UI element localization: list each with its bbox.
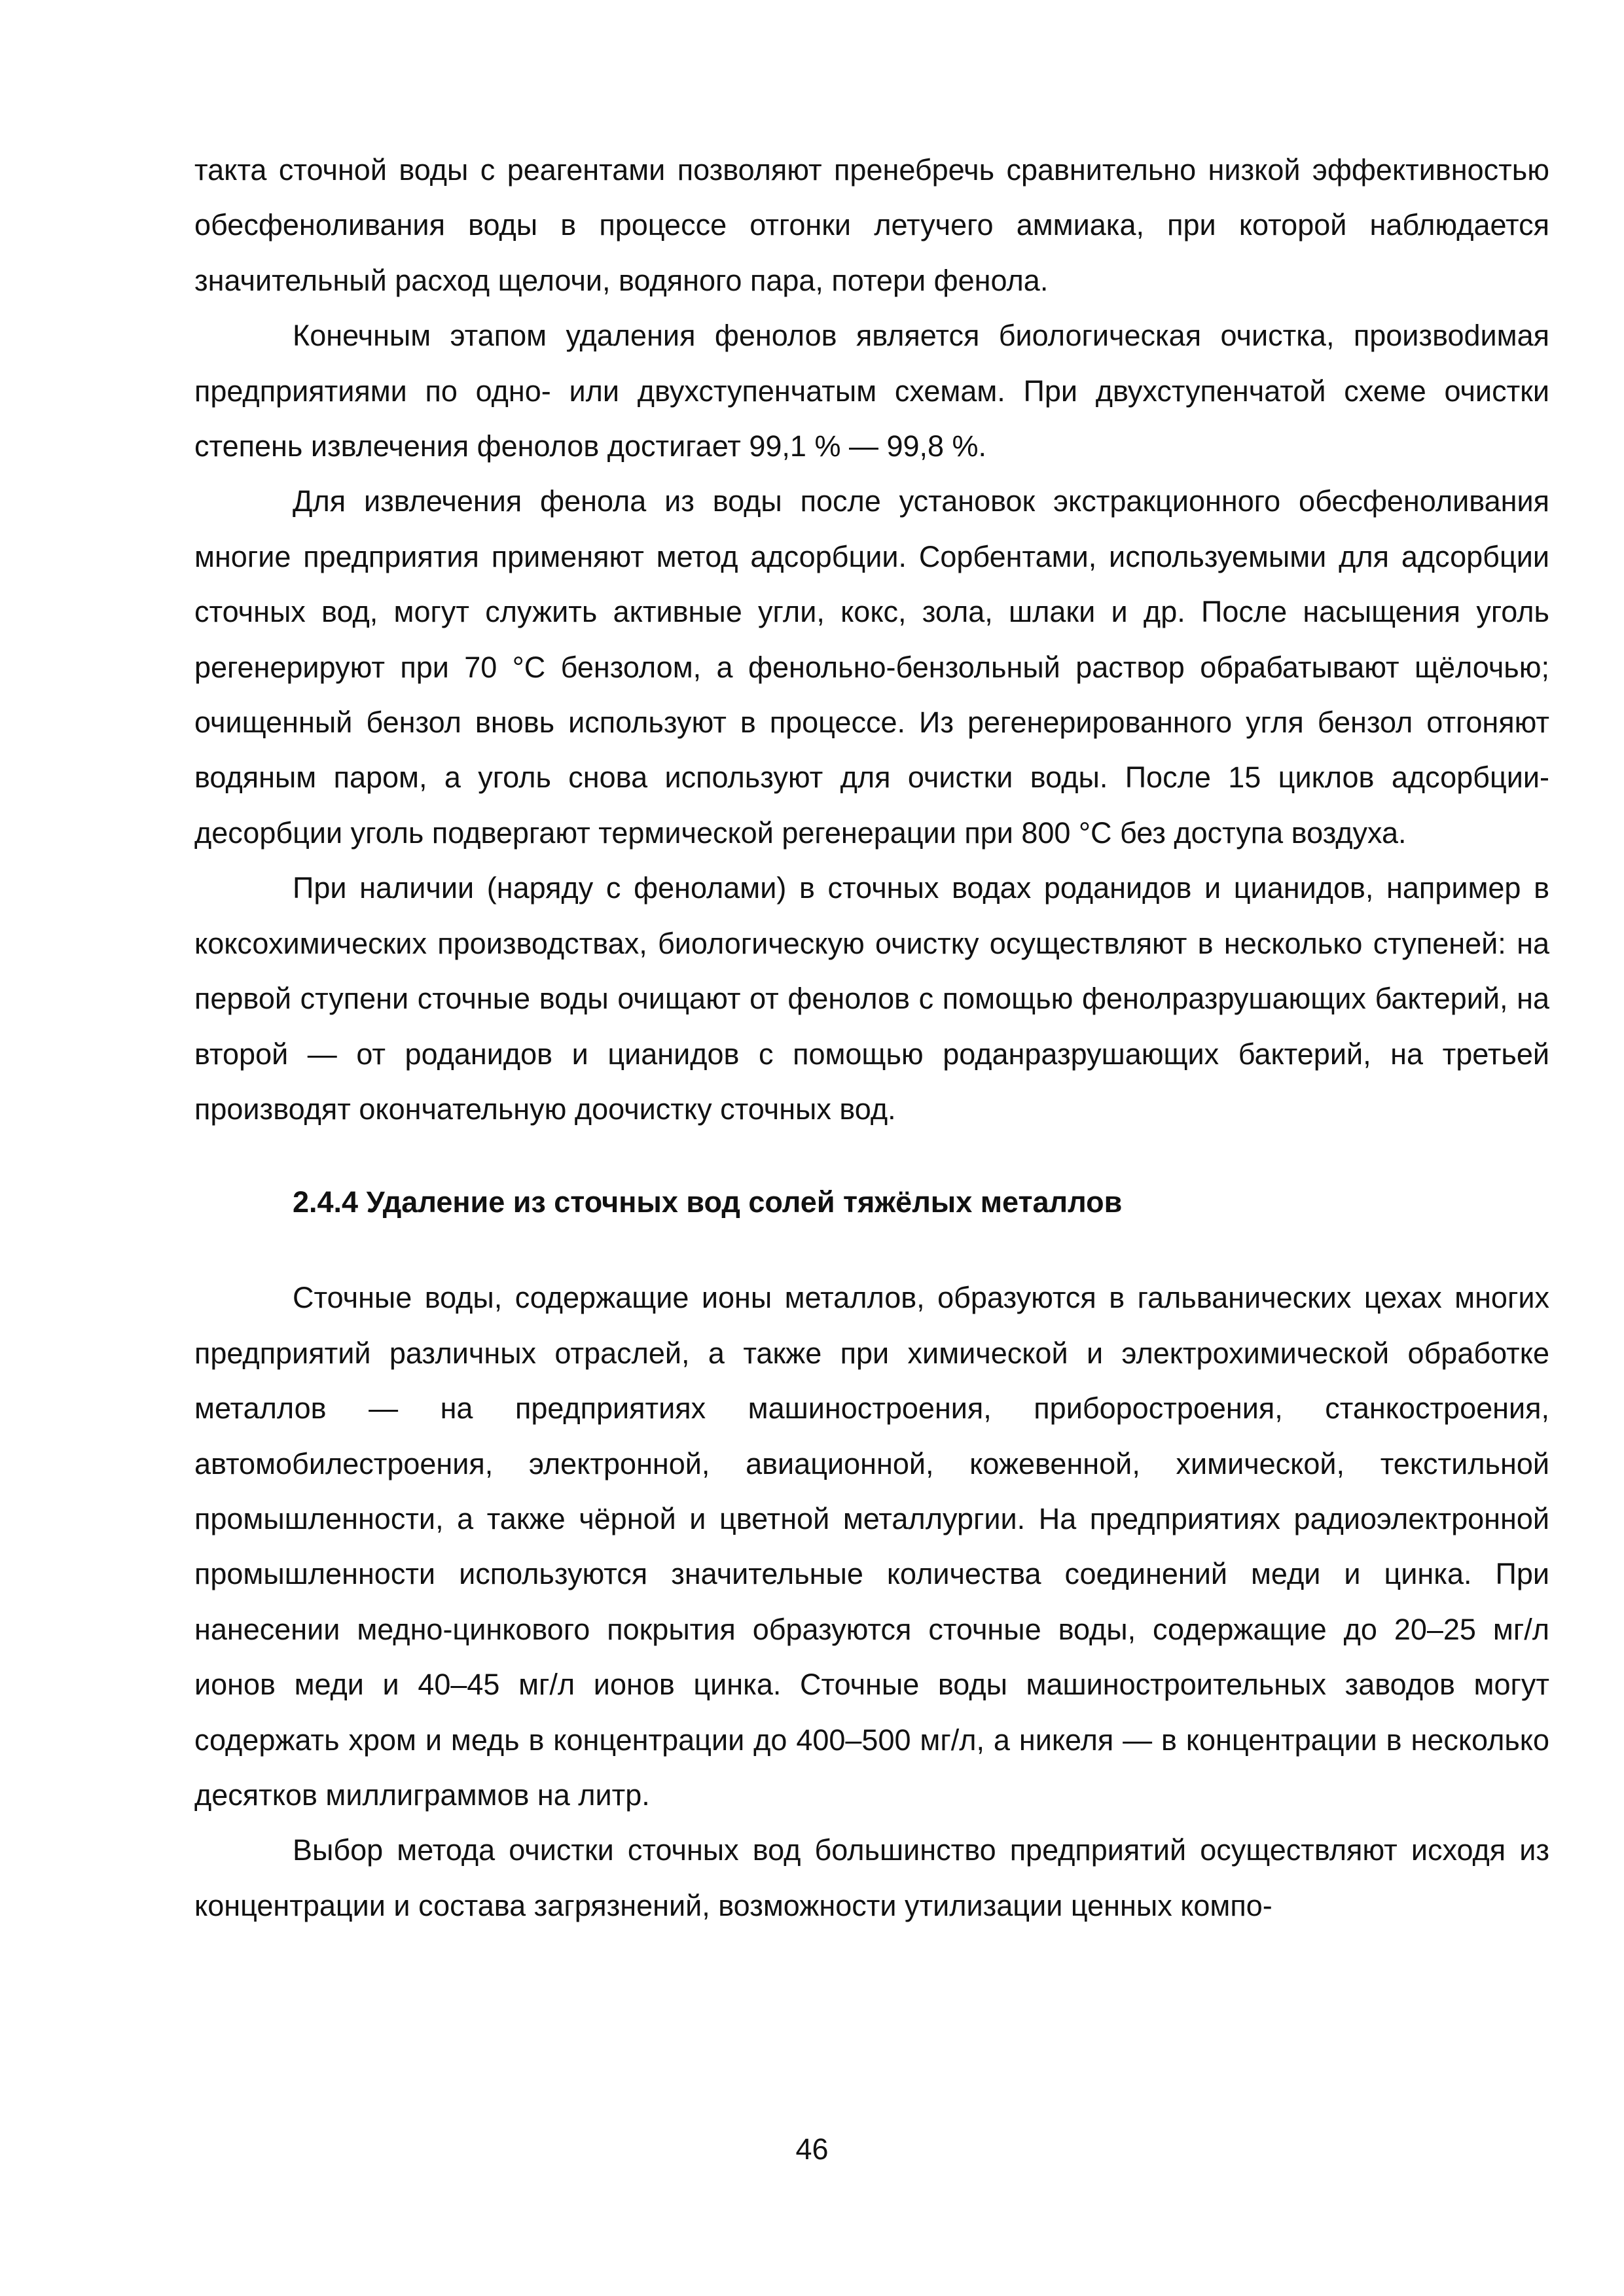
- paragraph-4: При наличии (наряду с фенолами) в сточных водах роданидов и цианидов, например в коксохимических производствах, биологическую очистку осуществляют в несколько ступеней: на первой ступени сточные воды очищают от фенолов с помощью фенолразрушающих бактерий, на второй — от роданидов и цианидов с помощью роданразрушающих бактерий, на третьей производят окончательную доочистку сточных вод.: [194, 871, 1549, 1126]
- paragraph-2: Конечным этапом удаления фенолов является биологическая очистка, произвоdимая предприятиями по одно- или двухступенчатым схемам. При двухступенчатой схеме очистки степень извлечения фенолов достигает 99,1 % — 99,8 %.: [194, 319, 1549, 463]
- section-heading: 2.4.4 Удаление из сточных вод солей тяжёлых металлов: [293, 1185, 1123, 1219]
- paragraph-6: Выбор метода очистки сточных вод большинство предприятий осуществляют исходя из концентрации и состава загрязнений, возможности утилизации ценных компо-: [194, 1833, 1549, 1922]
- paragraph-3: Для извлечения фенола из воды после установок экстракционного обесфеноливания многие предприятия применяют метод адсорбции. Сорбентами, используемыми для адсорбции сточных вод, могут служить активные угли, кокс, зола, шлаки и др. После насыщения уголь регенерируют при 70 °С бензолом, а фенольно-бензольный раствор обрабатывают щёлочью; очищенный бензол вновь используют в процессе. Из регенерированного угля бензол отгоняют водяным паром, а уголь снова используют для очистки воды. После 15 циклов адсорбции-десорбции уголь подвергают термической регенерации при 800 °С без доступа воздуха.: [194, 484, 1549, 850]
- document-page: [194, 143, 1549, 1933]
- paragraph-1: такта сточной воды с реагентами позволяют пренебречь сравнительно низкой эффективностью обесфеноливания воды в процессе отгонки летучего аммиака, при которой наблюдается значительный расход щелочи, водяного пара, потери фенола.: [194, 153, 1549, 297]
- paragraph-5: Сточные воды, содержащие ионы металлов, образуются в гальванических цехах многих предприятий различных отраслей, а также при химической и электрохимической обработке металлов — на предприятиях машиностроения, приборостроения, станкостроения, автомобилестроения, электронной, авиационной, кожевенной, химической, текстильной промышленности, а также чёрной и цветной металлургии. На предприятиях радиоэлектронной промышленности используются значительные количества соединений меди и цинка. При нанесении медно-цинкового покрытия образуются сточные воды, содержащие до 20–25 мг/л ионов меди и 40–45 мг/л ионов цинка. Сточные воды машиностроительных заводов могут содержать хром и медь в концентрации до 400–500 мг/л, а никеля — в концентрации в несколько десятков миллиграммов на литр.: [194, 1281, 1549, 1812]
- page-number: 46: [795, 2132, 829, 2166]
